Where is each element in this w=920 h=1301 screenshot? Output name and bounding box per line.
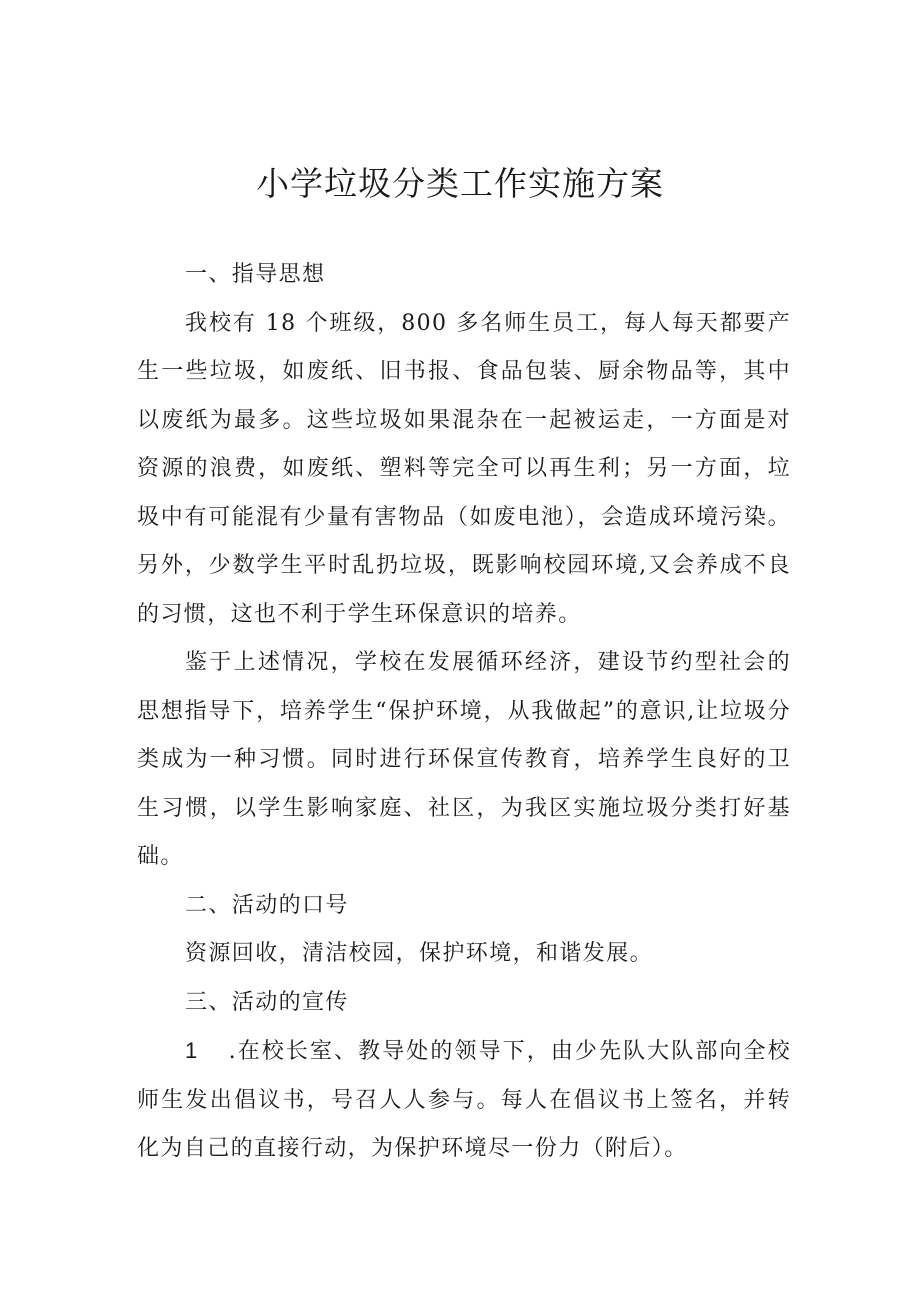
- paragraph-slogan: 资源回收，清洁校园，保护环境，和谐发展。: [185, 941, 654, 966]
- paragraph-school-situation: 我校有 18 个班级，800 多名师生员工，每人每天都要产生一些垃圾，如废纸、旧书报、食品包装、厨余物品等，其中以废纸为最多。这些垃圾如果混杂在一起被运走，一方面是对资源的浪费，如废纸、塑料等完全可以再生利；另一方面，垃圾中有可能混有少量有害物品（如废电池），会造成环境污染。另外，少数学生平时乱扔垃圾，既影响校园环境,又会养成不良的习惯，这也不利于学生环保意识的培养。: [137, 310, 791, 627]
- section-heading-slogan: 二、活动的口号: [185, 892, 349, 918]
- list-item-publicity-1: [137, 1027, 791, 1174]
- list-item-number: 1: [185, 1038, 199, 1063]
- section-heading-guiding-ideology: 一、指导思想: [185, 262, 326, 287]
- document-body: [137, 251, 791, 1174]
- document-title: 小学垃圾分类工作实施方案: [256, 164, 664, 203]
- section-heading-publicity: 三、活动的宣传: [185, 989, 349, 1015]
- list-item-text: .在校长室、教导处的领导下，由少先队大队部向全校师生发出倡议书，号召人人参与。每人在倡议书上签名，并转化为自己的直接行动，为保护环境尽一份力（附后）。: [137, 1039, 791, 1161]
- paragraph-guidance: 鉴于上述情况，学校在发展循环经济，建设节约型社会的思想指导下，培养学生“保护环境，从我做起”的意识,让垃圾分类成为一种习惯。同时进行环保宣传教育，培养学生良好的卫生习惯，以学生影响家庭、社区，为我区实施垃圾分类打好基础。: [137, 650, 791, 869]
